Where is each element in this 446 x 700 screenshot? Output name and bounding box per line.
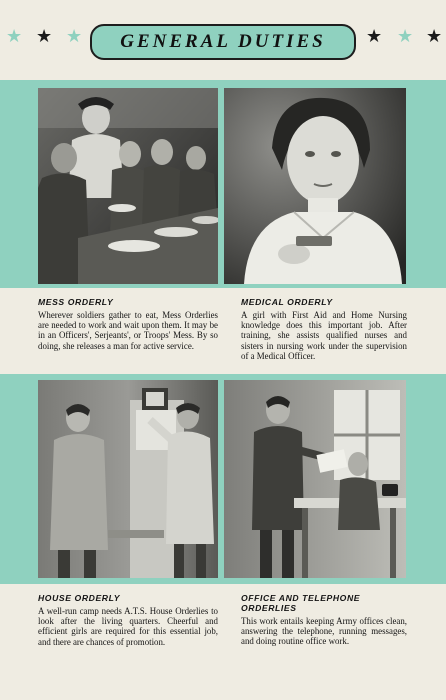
title-banner — [90, 24, 356, 60]
medical-orderly-photo — [224, 88, 406, 284]
page-header — [0, 0, 446, 80]
page-title: GENERAL DUTIES — [120, 31, 326, 52]
section-heading: MESS ORDERLY — [38, 297, 114, 307]
star-icon: ★ — [6, 26, 23, 46]
mess-orderly-caption — [38, 297, 218, 351]
section-body: This work entails keeping Army offices clean, answering the telephone, running messages, and doing routine office work. — [241, 616, 407, 647]
star-icon: ★ — [426, 26, 443, 46]
section-heading: HOUSE ORDERLY — [38, 593, 121, 603]
office-orderly-photo — [224, 380, 406, 578]
star-icon: ★ — [36, 26, 53, 46]
section-body: A girl with First Aid and Home Nursing knowledge does this important job. After training, she assists qualified nurses and sisters in nursing work under the supervision of a Medical Officer. — [241, 310, 407, 361]
house-orderly-caption — [38, 593, 218, 647]
mess-orderly-photo — [38, 88, 218, 284]
star-icon: ★ — [366, 26, 383, 46]
office-orderly-caption — [241, 593, 407, 647]
house-orderly-photo — [38, 380, 218, 578]
section-body: A well-run camp needs A.T.S. House Orderlies to look after the living quarters. Cheerful and efficient girls are required for this essential job, and there are chances of promotion. — [38, 606, 218, 647]
medical-orderly-caption — [241, 297, 407, 361]
section-body: Wherever soldiers gather to eat, Mess Orderlies are needed to work and wait upon them. It may be in an Officers', Serjeants', or Troops' Mess. By so doing, she releases a man for active service. — [38, 310, 218, 351]
star-icon: ★ — [397, 26, 414, 46]
section-heading: OFFICE AND TELEPHONE ORDERLIES — [241, 593, 361, 613]
star-icon: ★ — [66, 26, 83, 46]
section-heading: MEDICAL ORDERLY — [241, 297, 333, 307]
